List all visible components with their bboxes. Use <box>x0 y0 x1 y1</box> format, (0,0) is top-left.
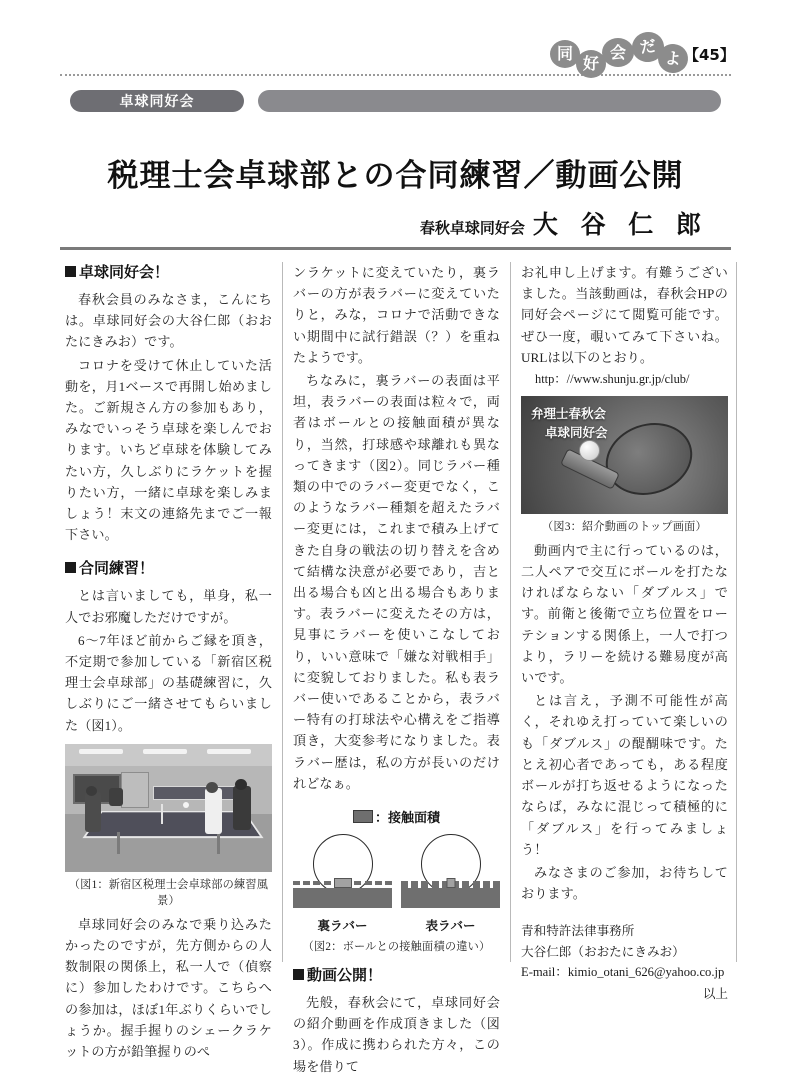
closing-text: 以上 <box>702 987 728 1002</box>
page-title: 税理士会卓球部との合同練習／動画公開 <box>107 158 684 194</box>
paragraph: ちなみに，裏ラバーの表面は平坦，表ラバーの表面は粒々で，両者はボールとの接触面積が異なり，当然，打球感や球離れも異なってきます（図2）。同じラバー種類の中でのラバー変更でなく，このようなラバー種類を超えたラバー変更には，これまで積み上げてきた自身の戦法の切り替えを含めて結構な決意が必要であり，吉と出る場合も凶と出る場合もあります。表ラバーに変えたその方は，見事にラバーを使いこなしており，いい意味で「嫌な対戦相手」に変貌しておりました。私も表ラバー使いであることから，表ラバー特有の打球法や心構えをご指導頂き，大変参考になりました。表ラバー歴は，私の方が長いのだけれどなぁ。 <box>293 373 500 791</box>
contact-area-small <box>446 878 455 888</box>
table-net <box>161 804 163 824</box>
section-heading-joint-practice: 合同練習！ <box>65 558 272 579</box>
paragraph: コロナを受けて休止していた活動を，月1ベースで再開し始めました。ご新規さん方の参加もあり，みなでいっそう卓球を楽しんでおります。いちど卓球を体験してみたい方，久しぶりにラケットを握りたい方，一緒に卓球を楽しみましょう！末文の連絡先までご一報下さい。 <box>65 357 272 543</box>
title-separator-rule <box>60 247 731 250</box>
overlay-line-2: 卓球同好会 <box>545 424 608 440</box>
column-divider-2 <box>510 262 511 962</box>
player-head <box>86 786 97 796</box>
ping-pong-ball <box>579 440 600 461</box>
contact-area-swatch-icon <box>353 810 373 823</box>
paragraph: お礼申し上げます。有難うございました。当該動画は，春秋会HPの同好会ページにて閲覧可能です。ぜひ一度，覗いてみて下さいね。URLは以下のとおり。 <box>521 265 728 365</box>
table-leg <box>117 832 120 854</box>
column-3 <box>521 262 728 1002</box>
paragraph: 先般，春秋会にて，卓球同好会の紹介動画を作成頂きました（図3）。作成に携わられた方々，この場を借りて <box>293 995 500 1074</box>
ceiling-light <box>207 749 251 754</box>
paragraph: 6〜7年ほど前からご縁を頂き，不定期で参加している「新宿区税理士会卓球部」の基礎練習に，久しぶりにご一緒させてもらいました（図1）。 <box>65 632 272 733</box>
player <box>85 792 101 832</box>
figure-2-legend: ：接触面積 <box>293 807 500 826</box>
contact-area-large <box>334 878 352 888</box>
club-name-pill: 卓球同好会 <box>70 90 244 112</box>
ball <box>183 802 189 808</box>
table-leg <box>217 832 220 854</box>
byline <box>60 205 708 241</box>
player <box>109 788 123 806</box>
logo-char-5: よ <box>657 43 690 75</box>
figure-3-caption: （図3：紹介動画のトップ画面） <box>542 520 707 533</box>
player <box>205 788 222 834</box>
column-1 <box>65 262 272 1060</box>
paragraph: みなさまのご参加，お待ちしております。 <box>521 864 728 902</box>
ceiling <box>65 744 272 766</box>
paragraph: 動画内で主に行っているのは，二人ペアで交互にボールを打たなければならない「ダブルス」です。前衛と後衛で立ち位置をローテションする関係上，一人で打つより，ラリーを続ける難易度が高いです。 <box>521 542 728 686</box>
inverted-rubber-illustration <box>293 834 392 908</box>
author-contact-block <box>521 921 728 1005</box>
logo-char-2: 好 <box>576 50 606 78</box>
bullet-square-icon <box>65 562 76 573</box>
player-head <box>235 779 247 790</box>
ceiling-light <box>143 749 187 754</box>
figure-1-photo <box>65 744 272 872</box>
figure-1-caption: （図1：新宿区税理士会卓球部の練習風景） <box>68 878 269 907</box>
paragraph: とは言え，予測不可能性が高く，それゆえ打っていて楽しいのも「ダブルス」の醍醐味です。たとえ初心者であっても，ある程度ボールが打ち返せるようになったならば，みなに混じって積極的に「ダブルス」を行ってみましょう！ <box>521 693 728 857</box>
rubber-base <box>293 888 392 908</box>
contact-email[interactable]: E-mail：kimio_otani_626@yahoo.co.jp <box>521 965 725 980</box>
figure-3-photo <box>521 396 728 514</box>
figure-2-label-left: 裏ラバー <box>317 918 368 934</box>
bullet-square-icon <box>65 266 76 277</box>
player-head <box>206 782 218 793</box>
figure-2-caption: （図2：ボールとの接触面積の違い） <box>302 941 491 954</box>
figure-2-label-right: 表ラバー <box>425 918 476 934</box>
ceiling-light <box>79 749 123 754</box>
logo-char-1: 同 <box>550 40 580 68</box>
column-divider-3 <box>736 262 737 962</box>
logo-char-3: 会 <box>602 38 634 67</box>
background-table <box>153 786 239 800</box>
contact-name: 大谷仁郎（おおたにきみお） <box>521 944 685 959</box>
paragraph: 卓球同好会のみなで乗り込みたかったのですが，先方側からの人数制限の関係上，私一人で（偵察に）参加したわけです。こちらへの参加は，ほぼ1年ぶりくらいでしょうか。握手握りのシェークラケットの方が鉛筆握りのぺ <box>65 916 272 1060</box>
byline-author: 大 谷 仁 郎 <box>532 210 708 239</box>
paragraph: 春秋会員のみなさま，こんにちは。卓球同好会の大谷仁郎（おおたにきみお）です。 <box>65 292 272 350</box>
player <box>233 786 251 830</box>
bullet-square-icon <box>293 969 304 980</box>
figure-2-diagram <box>293 807 500 954</box>
pips-rubber-illustration <box>401 834 500 908</box>
page-number: 【45】 <box>684 46 735 64</box>
paddle-blade <box>596 412 701 506</box>
article-columns <box>60 262 731 1074</box>
section-heading-club: 卓球同好会！ <box>65 262 272 283</box>
section-heading-video: 動画公開！ <box>293 965 500 986</box>
rubber-base <box>401 888 500 908</box>
video-url[interactable]: http：//www.shunju.gr.jp/club/ <box>535 372 690 387</box>
paragraph: とは言いましても，単身，私一人でお邪魔しただけですが。 <box>65 588 272 625</box>
door <box>121 772 149 808</box>
overlay-line-1: 弁理士春秋会 <box>531 405 607 421</box>
header-decorative-bar <box>258 90 721 112</box>
paragraph: ンラケットに変えていたり，裏ラバーの方が表ラバーに変えていたりと，みな，コロナで活動できない期間中に試行錯誤（？）を重ねたようです。 <box>293 265 500 365</box>
figure-3-overlay-text <box>531 405 608 443</box>
contact-office: 青和特許法律事務所 <box>521 924 635 939</box>
logo-char-4: だ <box>630 30 666 64</box>
byline-organization: 春秋卓球同好会 <box>419 219 525 237</box>
column-divider-1 <box>282 262 283 962</box>
column-2 <box>293 262 500 1074</box>
